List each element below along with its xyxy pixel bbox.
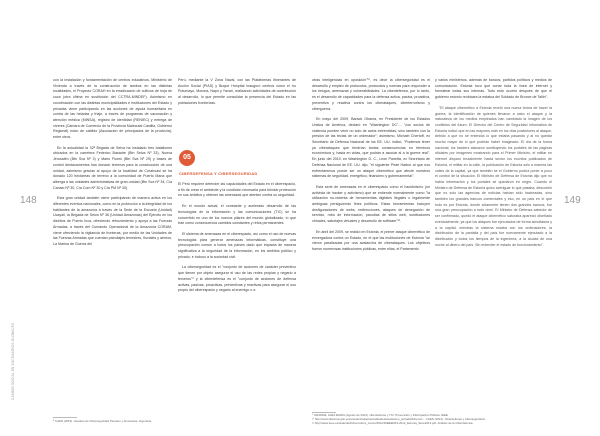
column-2-intro [178,78,296,112]
paragraph: En el mundo actual, el constante y acelerado desarrollo de las tecnologías de la información y las comunicaciones (TIC) se ha convertido en uno de los nuevos pilares del mundo globalizado, lo que trae como consecuencia cambios constantes y retos permanentes. [178,204,296,226]
footnotes-left [53,420,293,424]
paragraph: Perú, mediante la V Zona Naval, con las Plataformas Itinerantes de Acción Social (PIAS) y Buque Hospital inauguró centros como el río Putumayo, Morona, Napo y Yavarí, realizando actividades de contribución al desarrollo, lo que permite consolidar la presencia del Estado en las poblaciones fronterizas. [178,78,296,105]
section-number-badge [179,150,195,166]
paragraph-quote: "El ataque cibernético a Estonia reveló una nueva forma de hacer la guerra, la identificación de quienes llevaron a cabo el ataque y la naturaleza de los medios empleados han cambiado la imagen de los conflictos del futuro. El Director del Centro de Seguridad Informática de Estonia indicó que en las mayores más en los días posteriores al ataque, debido a que no se entendía lo que estaba pasando y al no quedar mucho mayor de lo que podrían haber imaginado. El día de la forma nacional, los hackers atacaron sustituyendo los portales de las páginas oficiales por imágenes mostrando para el Primer Ministro, el militar en internet disparó brutalmente hasta sector los escritos publicados de Estonia, el militar en la calle, la publicación de Estonia sólo a manera las calles de la capital, ya que también se el Gobierno podría poner a poco el control de la situación. El Ministro de Defensa de Estonia dijo que no había información y los portales se quedaron en negro. Cuando el Ministro de Defensa de Estonia quiso averiguar lo que pasaba, descubrió que no solo las agencias de noticias habían sido hackeadas, sino también los grandes bancos comerciales y eso, en un país en el que todo es por Estonia, donde sólamente tienen dos grandes bancos, fue una gran preocupación a todo nivel. El Ministro de Defensa sabedor de ser confirmado, quedó el ataque cibernético saturaba apareció diseñado eventualmente, ya que los ataques fue ejecutados de forma simultánea y a la capital, mientras la sistema estaba con los ordenadores, la distribución de la pantalla y del país fue nuevamente ejecutado a la distribución y todos los tiempos de la ingeniería, a la ciudad de una noche al dinero del país. Sin entender el estado de funcionamiento". [435,105,552,247]
paragraph: En la actualidad la 32ª Brigada de Selva ha instalado tres batallones ubicados en la carretera Federico Basadre (Btn Selva Nº 33), Nueva Jerusalén (Btn Sva Nº 3) y Mario Flores (Btn Sva Nº 29) y bases de control destacamentos han donado terrenos para la construcción de una unidad, asimismo gracias al apoyo de la localidad de Curahuasi se ha donado 120 hectáreas de terreno a la comunidad de Puerto Mana que alberga a las unidades administrativas de gran unidad (Btn Sva Nº 34, Cía Canalo Nº 30, Cía Com Nº 30 y Cía PM Nº 30). [53,145,172,190]
spine-text: CAMBIO SOCIAL EN ESCENARIOS GLOBALES [11,322,15,400]
paragraph: con la instalación y fundamentación de centros educativos, Ministerio de Vivienda a través de la construcción de tambos en las distintas localidades, el Proyecto CORAH en la erradicación de cultivos de hoja de coca (otra última en sustitución del CCTRA-MINDEF). Asimismo en coordinación con las distintas municipalidades e instituciones del Estado y privadas viene participando en las acciones de ayuda humanitaria en contra de las heladas y friaje, a través de programas de vacunación y atención médica (MINSA), registro de identidad (RENIEC) y entrega de víveres (Cámara de Comercio de la Provincia Malecutal Castilla, Gobierno Regional) inicio de cabildo (Asociación de principados de la provincia), entre otros. [53,78,172,140]
column-2 [178,182,296,299]
footnote: ⁹ GRANDE, ALBA MARÍA (Agosto de 2014). ciberdefensa y TIC: Prevención y Participación Pública. IEEE. [312,413,449,417]
column-1 [53,78,172,253]
footnote-rule-left [53,417,77,418]
footnote: ¹⁰ http://www.defensa.gob.es/ceseden/Galerias/esfas/destacados/en_portada/ficheros/... CAEN (2013). Ciberdefensa y Ciberseguridad. [312,416,486,421]
paragraph: El Perú requiere defender las capacidades del Estado en el ciberespacio, a fin de crear el ambiente y la condición necesaria para brindar protección en sus ámbitos y obtener las amenazas que atenten contra su seguridad. [178,182,296,198]
paragraph: otras inteligencias en oposición"¹⁰, es decir la ciberseguridad es el desarrollo y empleo de protocolos, protocolos y normas para responder a los riesgos, amenazas y vulnerabilidades. La ciberdefensa, por lo tanto, es el desarrollo de capacidades para la defensa activa, pasiva, proactiva, preventiva y reactiva contra los ciberataques, ciberterrorismo y ciberguerra. [312,78,430,111]
paragraph: La ciberseguridad es el "conjunto de acciones de carácter preventivo que tienen por objeto asegurar el uso de las redes propias y negarlo a terceros"⁹ y la ciberdefensa es el "conjunto de acciones de defensa activas, pasivas, proactivas, preventivas y reactivas para asegurar el uso propio del ciberespacio y negarlo al enemigo o a [178,265,296,293]
page-number-right: 149 [564,195,581,206]
paragraph: En mayo del 2009, Barack Obama, en Presidente de los Estados Unidos de América, declaró en "Washington DC"... "¡los socios de violencia pueden venir no sólo de actos extremistas, sino también con la presión de las teclas de un ordenador"; asimismo, Michael Chertoff, ex Secretario de Defensa Nacional de los EE. UU. indicó, "Podemos tener ya ciberataques que tendrían tantas consecuencias en términos económicos y, hasta en vidas, que podrán a asociar al a la guerra real". En junio del 2010, en Washington D. C., Leon Panetta, ex Secretario de Defensa Nacional de EE. UU. dijo, "el siguiente Pearl Harbor al que nos enfrentaremos puede ser un ataque cibernético que afecte nuestros sistemas de seguridad, energético, financiero y gubernamental". [312,117,430,179]
column-3 [312,78,430,258]
paragraph: Esta serie de amenazas en el ciberespacio como el hacktivismo (un activista de hacker y activismo) que se entiende normalmente como "la utilización no-violenta de herramientas digitales ilegales o legalmente ambiguas persiguiendo fines políticos. Estas herramientas incluyen desfiguraciones de webs, redirecciones, ataques de denegación de servicio, robo de información, parodias de sitios web, sustituciones virtuales, sabotajes virtuales y desarrollo de software"¹¹. [312,184,430,224]
spine-running-title [11,240,17,400]
paragraph: Esta gran unidad también viene participando de manera activa en los diferentes eventos nacionales, como en la protección a la integridad de los habitantes de la amazonía a través de la Sede de la Escuela (Unidad) Ucayali, la Brigada de Selva Nº 36 (Unidad Amazonas) del Ejército en los distritos de Puerto Inca, ofreciendo reforzamiento y apoyo a las Fuerzas Armadas, a través del Comando Operacional de la Amazonía CORAM, viene ofreciendo la vigilancia de fronteras, por medio de las Unidades de las Fuerzas Armadas que cuentan patrullajes terrestres, fluviales y aéreos. La Marina de Guerra del [53,196,172,246]
paragraph: En abril del 2009, se realizó en Estonia, el primer ataque cibernético de envergadura contra un Estado, en el que las instituciones de Estonia "se vieron paralizadas por una avalancha de ciberataques. Los objetivos fueron numerosas instituciones públicas, entre ellas, el Parlamento [312,229,430,251]
footnote: ⁸ CAEN (2015). Glosario de Ciberseguridad Peruano y Amenazas. Argentina. [53,419,152,423]
footnotes-right [312,414,552,425]
page-number-left: 148 [20,195,37,206]
paragraph: El sistema de amenazas en el ciberespacio, así como el uso de nuevas tecnologías para generar amenazas informáticas, constituye una preocupación común a todos los países dado que impacta de manera significativa a la seguridad de la información, en los ámbitos público y privado, e incluso a la sociedad civil. [178,231,296,259]
column-4 [435,78,552,253]
section-number: 05 [183,154,191,161]
footnote: ¹¹ http://www.ieee.es/Galerias/fichero/docs_marco/2012/DIEEEM13-2012_Estonia_9ene2013.pdf. Análisis de la Ciberdefensa. [312,420,474,425]
paragraph: y varios ministerios, además de bancos, partidos políticos y medios de comunicación. Estonia tuvo que cortar toda la línea de internet y formatear todas sus internas. Todo esto ocurrió después de que el gobierno estonio reubicara la estatua del Soldado de Bronce de Tallin". [435,78,552,100]
section-title: CIBERDEFENSA Y CIBERSEGURIDAD [179,171,258,176]
